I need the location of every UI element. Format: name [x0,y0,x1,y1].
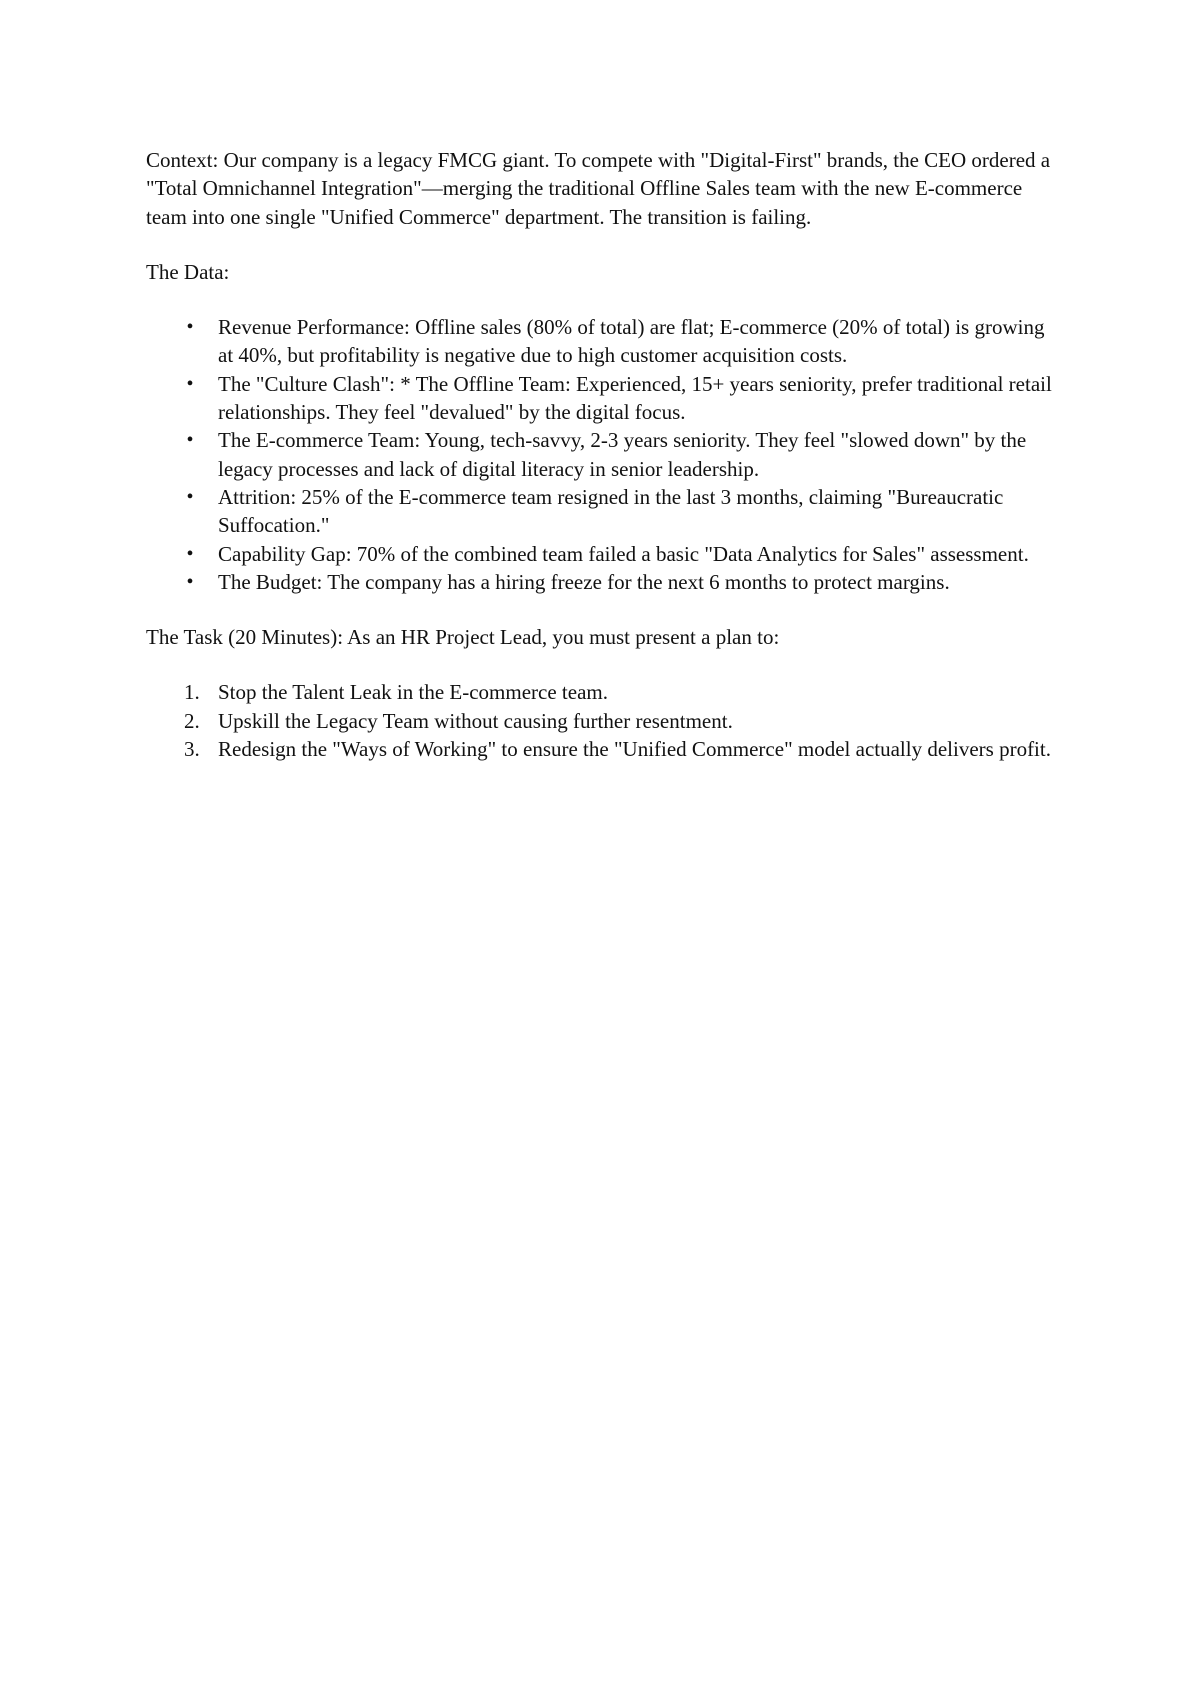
list-item [146,735,1058,763]
list-item [146,540,1058,568]
list-item-text: Attrition: 25% of the E-commerce team resigned in the last 3 months, claiming "Bureaucratic Suffocation." [218,484,1004,538]
bullet-icon: • [186,429,194,452]
bullet-icon: • [186,570,194,593]
list-item-text: Revenue Performance: Offline sales (80% of total) are flat; E-commerce (20% of total) is growing at 40%, but profitability is negative due to high customer acquisition costs. [218,315,1045,368]
bullet-icon: • [186,316,194,339]
list-item [146,678,1058,706]
list-item-text: Redesign the "Ways of Working" to ensure the "Unified Commerce" model actually delivers profit. [218,737,1051,762]
context-paragraph: Context: Our company is a legacy FMCG giant. To compete with "Digital-First" brands, the CEO ordered a "Total Omnichannel Integration"—merging the traditional Offline Sales team with the new E-commerce team into one single "Unified Commerce" department. The transition is failing. [146,148,1051,229]
bullet-icon: • [186,372,194,395]
list-item-text: Upskill the Legacy Team without causing further resentment. [218,708,733,733]
list-item [146,370,1058,427]
task-numbered-list [146,678,1058,763]
list-item [146,568,1058,596]
bullet-icon: • [186,542,194,565]
list-item [146,426,1058,483]
list-item-text: The Budget: The company has a hiring freeze for the next 6 months to protect margins. [218,569,950,594]
bullet-icon: • [186,485,194,508]
list-item-text: The E-commerce Team: Young, tech-savvy, 2-3 years seniority. They feel "slowed down" by the legacy processes and lack of digital literacy in senior leadership. [218,428,1027,481]
list-number: 3. [184,737,200,762]
list-number: 2. [184,708,200,733]
data-heading: The Data: [146,259,230,284]
data-bullet-list [146,313,1058,596]
list-number: 1. [184,680,200,705]
list-item-text: Capability Gap: 70% of the combined team failed a basic "Data Analytics for Sales" assessment. [218,541,1029,566]
list-item [146,313,1058,370]
list-item [146,483,1058,540]
list-item-text: The "Culture Clash": * The Offline Team: Experienced, 15+ years seniority, prefer traditional retail relationships. They feel "devalued" by the digital focus. [218,371,1052,425]
list-item [146,707,1058,735]
list-item-text: Stop the Talent Leak in the E-commerce team. [218,680,608,705]
document-body [146,146,1058,763]
task-intro: The Task (20 Minutes): As an HR Project Lead, you must present a plan to: [146,625,780,650]
